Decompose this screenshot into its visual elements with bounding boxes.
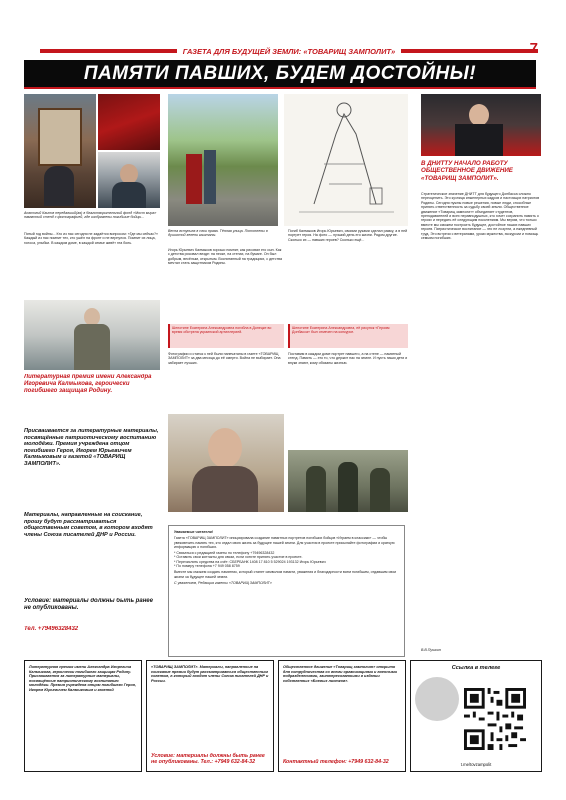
footer-box2-text: «ТОВАРИЩ ЗАМПОЛИТ». Материалы, направленные на соискание премии будут рассматриваться общественным советом, в который входят члены Союза писателей ДНР и России.	[151, 665, 269, 683]
photo-speaker-at-podium	[421, 94, 541, 156]
notice-closing: Вместе мы сможем создать памятник, который станет символом памяти, уважения и благодарности всем погибшим, отдавшим свои жизни за будущее нашей земли.	[174, 570, 397, 579]
main-headline-banner	[24, 60, 536, 89]
left-column-body: Пятый год войны... Кто из нас сегодня не задаётся вопросом: «Где мы сейчас?» Каждый из нас помнит тех, кто ушёл на фронт и не вернулся. Помнит их лица, голоса, улыбки. В каждом доме, в каждой семье живёт эта боль.	[24, 232, 159, 245]
footer-box-materials	[146, 660, 274, 772]
premium-council: Материалы, направленные на соискание, прошу будут рассматриваться общественным советом, в котором входят члены Союза писателей ДНР и России.	[24, 512, 153, 538]
readers-notice	[168, 525, 405, 657]
premium-title: Литературная премия имени Александра Игоревича Калмыкова, героически погибшего защищая Родину.	[24, 374, 152, 394]
footer-box2-phone: Условие: материалы должны быть ранее не опубликованы. Тел.: +7949 632-84-32	[151, 752, 265, 765]
photo-street-spring	[168, 94, 278, 226]
telegram-title: Ссылка в телеге	[451, 665, 501, 671]
header-rule-right	[401, 49, 538, 53]
footer-box3-phone: Контактный телефон: +7949 632-84-32	[283, 758, 389, 765]
premium-condition: Условие: материалы должны быть ранее не опубликованы.	[24, 598, 153, 611]
telegram-logo-icon	[415, 677, 459, 721]
notice-title: Уважаемые читатели!	[174, 530, 214, 534]
header-rule-left	[40, 49, 177, 53]
left-photo-caption: Анатолий Каинов передавший(ая) в благотворительный фонд «Мост мира» памятный стенд с фотографией, где изображены погибшие бойцы...	[24, 211, 157, 220]
main-headline: ПАМЯТИ ПАВШИХ, БУДЕМ ДОСТОЙНЫ!	[83, 62, 477, 84]
photo-portrait	[168, 414, 284, 512]
middle-photo-caption: Весна вступила в свои права. Тёплая улица. Потоплены в душистой зелени каштаны.	[168, 229, 268, 238]
photo-red-flag	[98, 94, 160, 150]
footer-box1-text: Литературная премия имени Александра Игоревича Калмыкова, героически погибшего защищая Родину. Присваивается за литературные материалы, посвящённые патриотическому воспитанию молодёжи. Премия учреждена отцом погибшего Героя, Игорем Юрьевичем Калмыковым и газетой	[29, 665, 136, 692]
middle-column-1-text-2: Фотографии и статья к ней были напечатаны в газете «ТОВАРИЩ ЗАМПОЛИТ» за два месяца до её смерти. Война не выбирает. Она забирает лучших.	[168, 352, 281, 365]
right-column-body: Стратегическое значение ДНИТТ для будущего Донбасса сложно переоценить. Это кузница инженерных кадров и настоящих патриотов Родины. Сегодня нужны новые решения, новые люди, способные принять ответственность за судьбу своей земли. Общественное движение «Товарищ замполит» объединяет студентов, преподавателей и всех неравнодушных, кто хочет сохранить память о героях и передать её следующим поколениям. Мы верим, что только вместе мы сможем построить будущее, достойное наших павших героев. Патриотическое воспитание — это не лозунги, а ежедневный труд. Это встречи с ветеранами, уроки мужества, экскурсии и помощь семьям погибших.	[421, 192, 540, 241]
footer-box3-text: Общественное движение «Товарищ замполит» открыто для сотрудничества со всеми организациями и военными подразделениями, заинтересованными в издании собственных «Боевых листков».	[283, 665, 397, 683]
highlight-text-1: Шепотине Екатерина Александровна погибла в Донецке во время обстрела украинской артиллерией.	[172, 326, 272, 335]
qr-code-icon[interactable]	[464, 688, 526, 750]
photo-speaker	[98, 152, 160, 208]
header-title: ГАЗЕТА ДЛЯ БУДУЩЕЙ ЗЕМЛИ: «ТОВАРИЩ ЗАМПОЛИТ»	[182, 46, 396, 56]
middle-column-1-text: Игорь Юрьевич Калмыков хорошо помнит, как рисовал его сын. Как с детства рисовал везде: на песке, на стенах, на бумаге. Он был добрым, весёлым, открытым. Воспитанный на традициях, с детства мечтал стать защитником Родины.	[168, 248, 282, 266]
telegram-link[interactable]: t.me/tovzampolit	[460, 762, 492, 767]
notice-item-3: * Перечислить средства на счёт: СБЕРБАНК 1408 17 810 5 529024 193132 Игорь Юрьевич	[174, 559, 326, 564]
highlight-text-2: Шепотине Екатерина Александровна, её рисунок «Героям Донбасса» был отмечен на конкурсе.	[292, 326, 390, 335]
notice-item-1: * Связаться с редакцией газеты по телефону +79496328432	[174, 551, 275, 556]
page-header	[40, 44, 538, 58]
photo-hopscotch-drawing	[284, 94, 408, 226]
footer-box-premium	[24, 660, 142, 772]
footer-box-movement	[278, 660, 406, 772]
premium-phone: Тел. +79496328432	[24, 626, 79, 632]
notice-item-4: * По номеру телефона +7 949 058 8759	[174, 564, 240, 569]
notice-item-2: * Оставить свои контакты для связи, если хотите принять участие в проекте.	[174, 555, 303, 560]
notice-body: Газета «ТОВАРИЩ ЗАМПОЛИТ» инициировала создание памятных портретов погибших бойцов «Играем в классики» — чтобы увековечить память тех, кто отдал свою жизнь за будущее нашей земли. Для участия в проекте присылайте фотографии и краткую информацию о погибших.	[174, 536, 395, 549]
photo-veteran	[24, 300, 160, 370]
middle-column-2-text: Погиб Калмыков Игорь Юрьевич, своими руками сделал рамку, а в ней портрет героя. На фото — лучший день его жизни. Рядом другие. Сколько их — павших героев? Сколько ещё...	[288, 229, 408, 242]
right-column-signature: В.В.Пушкин	[421, 648, 441, 652]
middle-column-2-text-2: Поставим в каждом доме портрет павшего, а на стене — памятный стенд. Память — это то, что держит нас на земле. И пусть наши дети и внуки знают, кому обязаны жизнью.	[288, 352, 408, 365]
photo-soldiers-group	[288, 450, 408, 512]
right-section-title: В ДНИТТУ НАЧАЛО РАБОТУ ОБЩЕСТВЕННОЕ ДВИЖЕНИЕ «ТОВАРИЩ ЗАМПОЛИТ».	[421, 160, 513, 182]
notice-sign: С уважением, Редакция газеты «ТОВАРИЩ ЗАМПОЛИТ»	[174, 580, 272, 585]
sketch-illustration	[284, 94, 408, 226]
page-number: 7	[529, 40, 538, 57]
premium-description: Присваивается за литературные материалы, посвящённые патриотическому воспитанию молодёжи. Премия учреждена отцом погибшего Героя, Игорем Юрьевичем Калмыковым и газетой «ТОВАРИЩ ЗАМПОЛИТ».	[24, 428, 159, 467]
photo-memorial-stand	[24, 94, 96, 208]
